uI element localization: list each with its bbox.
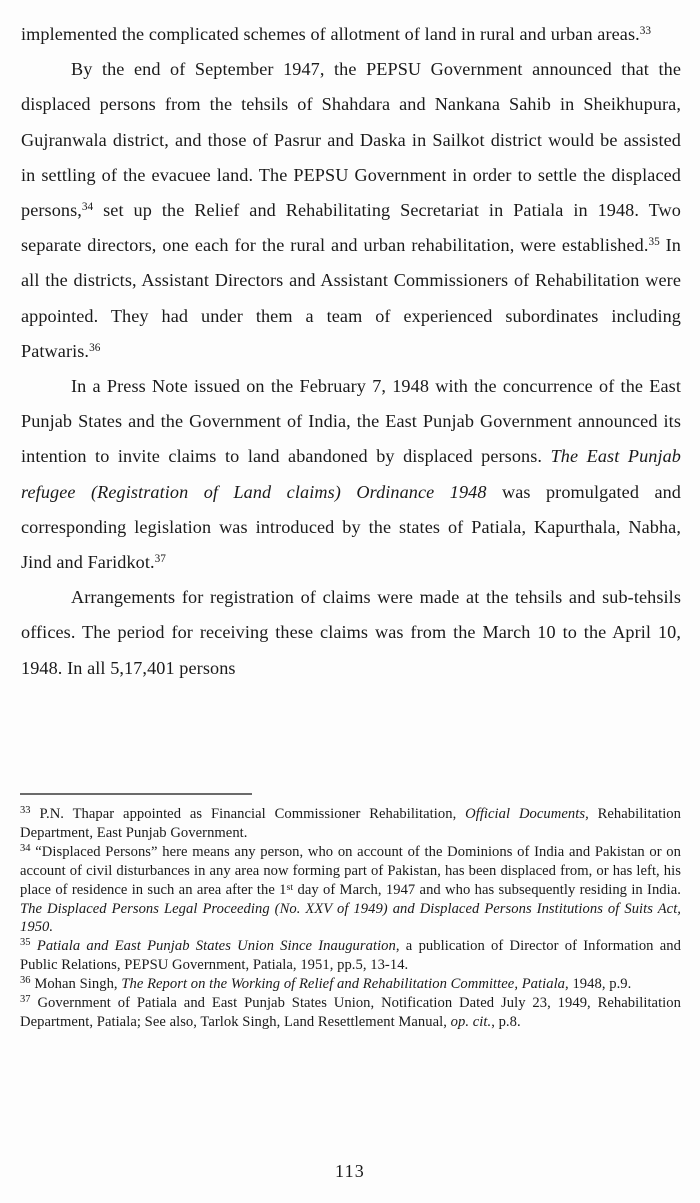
ordinal-suffix: st <box>286 881 294 893</box>
footnote-italic-title: The Report on the Working of Relief and Rehabilitation Committee, Patiala <box>121 976 566 993</box>
footnote-italic-title: Official Documents <box>465 806 586 822</box>
footnote-reference-33[interactable]: 33 <box>639 25 652 38</box>
footnote-reference-37[interactable]: 37 <box>154 553 166 566</box>
footnote-reference-35[interactable]: 35 <box>648 236 660 249</box>
footnote-number-36: 36 <box>20 975 31 987</box>
footnote-36: $^{36}$ Mohan Singh, The Report on the Working of Relief and Rehabilitation Committee, Patiala, 1948, p.9. <box>20 975 632 993</box>
footnote-list <box>20 805 681 1032</box>
footnote-37: $^{37}$ Government of Patiala and East Punjab States Union, Notification Dated July 23, 1949, Rehabilitation Department, Patiala; See also, Tarlok Singh, Land Resettlement Manual, op. cit., p.8. <box>20 994 681 1030</box>
footnote-number-35: 35 <box>20 937 31 949</box>
para-pepsu-government: By the end of September 1947, the PEPSU Government announced that the displaced persons from the tehsils of Shahdara and Nankana Sahib in Sheikhupura, Gujranwala district, and those of Pasrur and Daska in Sailkot district would be assisted in settling of the evacuee land. The PEPSU Government in order to settle the displaced persons,$^{34}$ set up the Relief and Rehabilitating Secretariat in Patiala in 1948. Two separate directors, one each for the rural and urban rehabilitation, were established.$^{35}$ In all the districts, Assistant Directors and Assistant Commissioners of Rehabilitation were appointed. They had under them a team of experienced subordinates including Patwaris.$^{36}$ <box>21 59 681 361</box>
para-press-note: In a Press Note issued on the February 7, 1948 with the concurrence of the East Punjab States and the Government of India, the East Punjab Government announced its intention to invite claims to land abandoned by displaced persons. The East Punjab refugee (Registration of Land claims) Ordinance 1948 was promulgated and corresponding legislation was introduced by the states of Patiala, Kapurthala, Nabha, Jind and Faridkot.$^{37}$ <box>21 376 682 573</box>
footnote-italic-title: The Displaced Persons Legal Proceeding (No. XXV of 1949) and Displaced Persons Institutions of Suits Act, 1950. <box>20 900 681 936</box>
para-continued-allotment: implemented the complicated schemes of allotment of land in rural and urban areas.$^{33}$ <box>21 24 652 44</box>
footnote-reference-36[interactable]: 36 <box>89 341 101 354</box>
footnote-separator-rule <box>20 793 252 795</box>
italic-title: The East Punjab refugee (Registration of Land claims) Ordinance 1948 <box>21 446 682 502</box>
footnote-35: $^{35}$ Patiala and East Punjab States Union Since Inauguration, a publication of Director of Information and Public Relations, PEPSU Government, Patiala, 1951, pp.5, 13-14. <box>20 937 681 974</box>
footnote-33: $^{33}$ P.N. Thapar appointed as Financial Commissioner Rehabilitation, Official Documents, Rehabilitation Department, East Punjab Government. <box>20 805 682 841</box>
footnote-section <box>20 793 681 1032</box>
page-number: 113 <box>335 1161 365 1181</box>
footnote-italic-title: op. cit. <box>450 1013 492 1030</box>
footnote-italic-title: Patiala and East Punjab States Union Since Inauguration <box>36 938 396 955</box>
para-arrangements: Arrangements for registration of claims were made at the tehsils and sub-tehsils offices. The period for receiving these claims was from the March 10 to the April 10, 1948. In all 5,17,401 persons <box>21 587 681 678</box>
footnote-number-37: 37 <box>20 994 31 1006</box>
footnote-reference-34[interactable]: 34 <box>81 201 94 214</box>
footnote-number-33: 33 <box>20 805 31 817</box>
footnote-number-34: 34 <box>20 842 31 854</box>
body-text-column <box>21 17 681 686</box>
footnote-34: $^{34}$ “Displaced Persons” here means any person, who on account of the Dominions of India and Pakistan or on account of civil disturbances in any area now forming part of Pakistan, has been displaced from, or has left, his place of residence in such an area after the 1st day of March, 1947 and who has subsequently residing in India. The Displaced Persons Legal Proceeding (No. XXV of 1949) and Displaced Persons Institutions of Suits Act, 1950. <box>20 842 681 936</box>
